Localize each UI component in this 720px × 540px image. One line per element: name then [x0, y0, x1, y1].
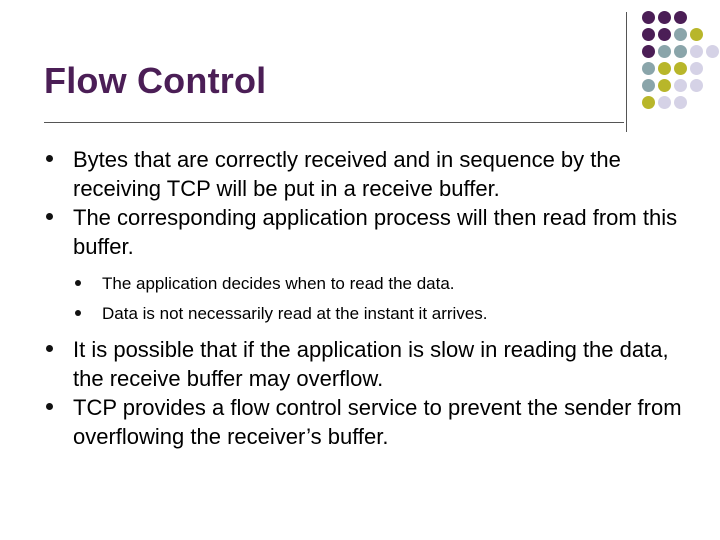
decor-dot [690, 28, 703, 41]
bullet-icon [75, 310, 81, 316]
sub-bullet-text: The application decides when to read the data. [102, 274, 455, 293]
bullet-text: TCP provides a flow control service to prevent the sender from overflowing the receiver’s buffer. [73, 395, 682, 449]
sub-bullet-list [44, 269, 694, 329]
sub-bullet-item [44, 299, 694, 329]
decor-dot [674, 62, 687, 75]
bullet-icon [46, 345, 53, 352]
decor-dot [690, 45, 703, 58]
decor-dot [658, 45, 671, 58]
decor-dot [674, 79, 687, 92]
bullet-icon [46, 213, 53, 220]
bullet-item [44, 203, 694, 261]
decor-dot [642, 79, 655, 92]
bullet-text: The corresponding application process will then read from this buffer. [73, 205, 678, 259]
bullet-text: It is possible that if the application is slow in reading the data, the receive buffer may overflow. [73, 337, 669, 391]
bullet-icon [46, 403, 53, 410]
bullet-item [44, 393, 694, 451]
decor-dot [642, 45, 655, 58]
decor-dot [658, 28, 671, 41]
bullet-item [44, 335, 694, 393]
decor-dot [642, 28, 655, 41]
sub-bullet-item [44, 269, 694, 299]
decor-dot [658, 11, 671, 24]
bullet-item [44, 145, 694, 203]
decor-dot [642, 62, 655, 75]
decor-dot [642, 96, 655, 109]
bullet-icon [46, 155, 53, 162]
slide-body [44, 145, 694, 451]
decor-dot [674, 45, 687, 58]
decor-dot [706, 45, 719, 58]
decor-dot [674, 11, 687, 24]
title-underline [44, 122, 624, 123]
decor-dot [658, 79, 671, 92]
decor-dot [674, 28, 687, 41]
decor-dot [658, 96, 671, 109]
decor-dot [674, 96, 687, 109]
sub-bullet-text: Data is not necessarily read at the instant it arrives. [102, 304, 488, 323]
decor-dot [690, 62, 703, 75]
decorative-dot-grid [638, 11, 720, 121]
slide-title: Flow Control [44, 60, 267, 101]
decor-dot [642, 11, 655, 24]
decorative-vertical-line [626, 12, 627, 132]
decor-dot [690, 79, 703, 92]
bullet-icon [75, 280, 81, 286]
bullet-text: Bytes that are correctly received and in sequence by the receiving TCP will be put in a receive buffer. [73, 147, 621, 201]
decor-dot [658, 62, 671, 75]
